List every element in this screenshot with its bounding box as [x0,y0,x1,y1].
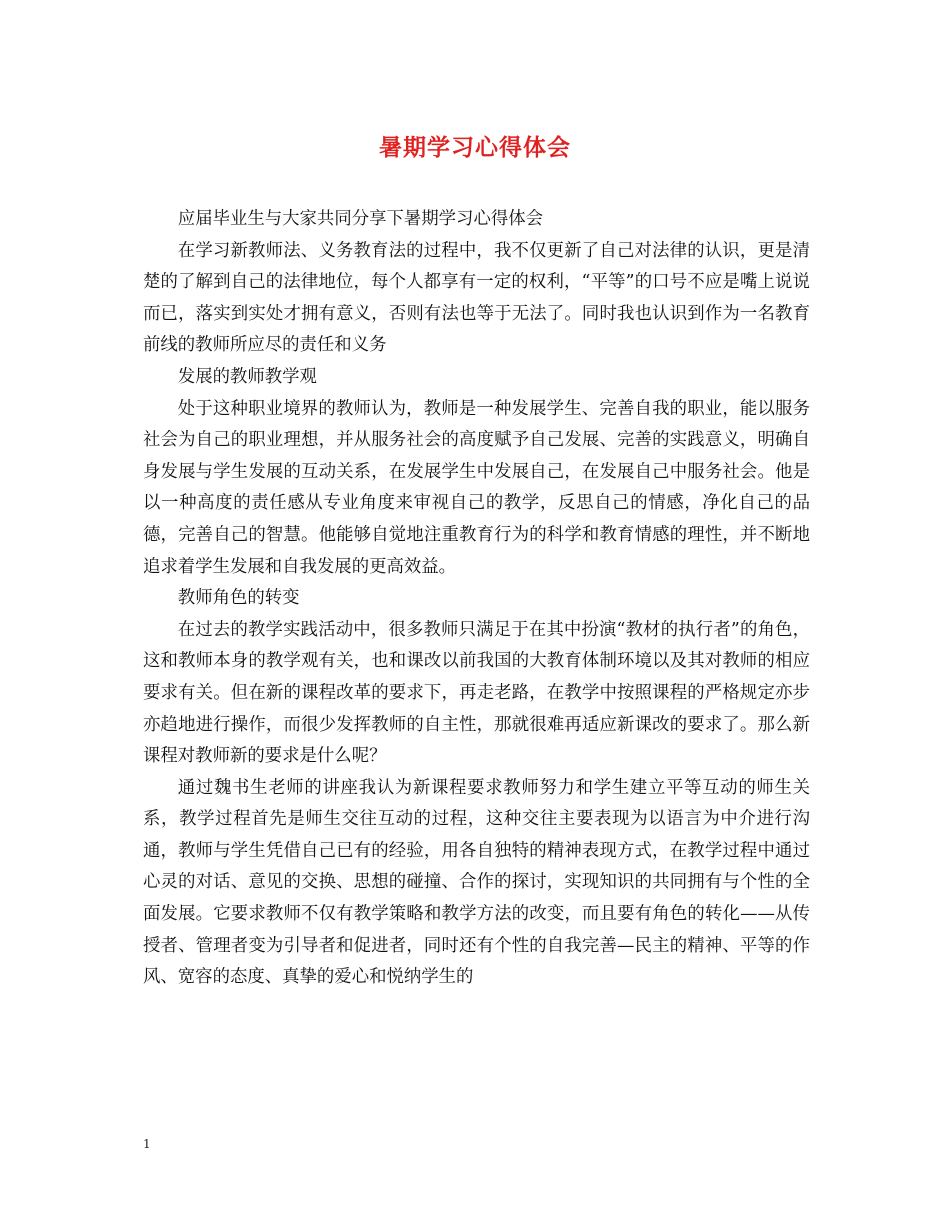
paragraph-teaching-view: 处于这种职业境界的教师认为，教师是一种发展学生、完善自我的职业，能以服务社会为自己的职业理想，并从服务社会的高度赋予自己发展、完善的实践意义，明确自身发展与学生发展的互动关系，在发展学生中发展自己，在发展自己中服务社会。他是以一种高度的责任感从专业角度来审视自己的教学，反思自己的情感，净化自己的品德，完善自己的智慧。他能够自觉地注重教育行为的科学和教育情感的理性，并不断地追求着学生发展和自我发展的更高效益。 [143,398,810,577]
paragraph-new-requirements: 通过魏书生老师的讲座我认为新课程要求教师努力和学生建立平等互动的师生关系，教学过程首先是师生交往互动的过程，这种交往主要表现为以语言为中介进行沟通，教师与学生凭借自己已有的经验，用各自独特的精神表现方式，在教学过程中通过心灵的对话、意见的交换、思想的碰撞、合作的探讨，实现知识的共同拥有与个性的全面发展。它要求教师不仅有教学策略和教学方法的改变，而且要有角色的转化——从传授者、管理者变为引导者和促进者，同时还有个性的自我完善—民主的精神、平等的作风、宽容的态度、真挚的爱心和悦纳学生的 [143,777,810,988]
paragraph-law-learning: 在学习新教师法、义务教育法的过程中，我不仅更新了自己对法律的认识，更是清楚的了解到自己的法律地位，每个人都享有一定的权利，“平等”的口号不应是嘴上说说而已，落实到实处才拥有意义，否则有法也等于无法了。同时我也认识到作为一名教育前线的教师所应尽的责任和义务 [143,240,810,356]
page-number: 1 [143,1137,151,1151]
section-heading-role-change: 教师角色的转变 [177,588,300,609]
document-title: 暑期学习心得体会 [379,134,571,161]
section-heading-teaching-view: 发展的教师教学观 [177,366,317,387]
document-body [143,204,810,994]
paragraph-role-change: 在过去的教学实践活动中，很多教师只满足于在其中扮演“教材的执行者”的角色，这和教师本身的教学观有关，也和课改以前我国的大教育体制环境以及其对教师的相应要求有关。但在新的课程改革的要求下，再走老路，在教学中按照课程的严格规定亦步亦趋地进行操作，而很少发挥教师的自主性，那就很难再适应新课改的要求了。那么新课程对教师新的要求是什么呢？ [143,619,810,767]
paragraph-intro: 应届毕业生与大家共同分享下暑期学习心得体会 [177,209,544,229]
